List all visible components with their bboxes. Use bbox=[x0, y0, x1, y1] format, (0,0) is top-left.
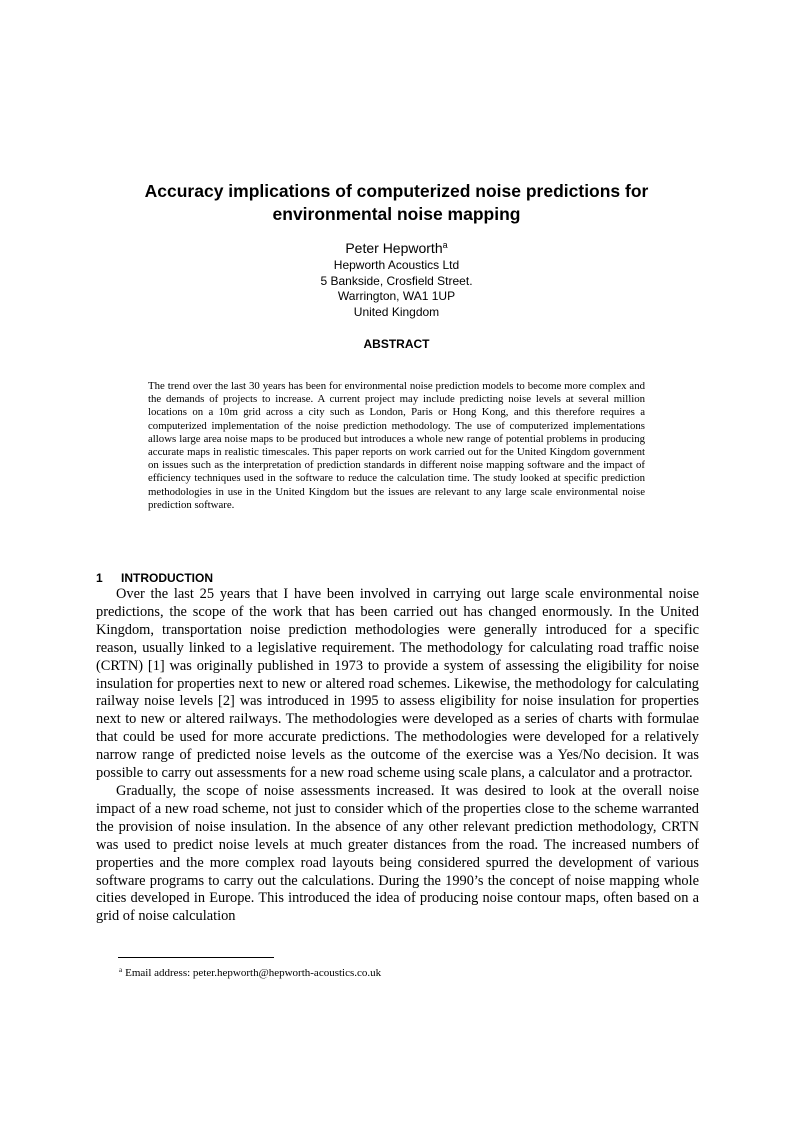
abstract-heading: ABSTRACT bbox=[363, 337, 430, 351]
author-block bbox=[196, 238, 597, 320]
body-paragraph: Gradually, the scope of noise assessments increased. It was desired to look at the overall noise impact of a new road scheme, not just to consider which of the properties close to the scheme warranted the provision of noise insulation. In the absence of any other relevant prediction methodology, CRTN was used to predict noise levels at much greater distances from the road. The increased numbers of properties and the more complex road layouts being considered spurred the development of various software programs to carry out the calculations. During the 1990’s the concept of noise mapping whole cities developed in Europe. This introduced the idea of producing noise contour maps, often based on a grid of noise calculation bbox=[96, 782, 699, 925]
author-name bbox=[196, 238, 597, 258]
abstract-text: The trend over the last 30 years has been for environmental noise prediction models to become more complex and the demands of projects to increase. A current project may include predicting noise levels at several million locations on a 10m grid across a city such as London, Paris or Hong Kong, and this therefore requires a computerized implementation of the noise prediction methodology. The use of computerized implementations allows large area noise maps to be produced but introduces a whole new range of potential problems in producing accurate maps in realistic timescales. This paper reports on work carried out for the United Kingdom government on issues such as the interpretation of prediction standards in different noise mapping software and the impact of efficiency techniques used in the software to reduce the calculation time. The study looked at specific prediction methodologies in use in the United Kingdom but the issues are relevant to any large scale environmental noise prediction software. bbox=[148, 380, 645, 511]
body-paragraph: Over the last 25 years that I have been involved in carrying out large scale environmental noise predictions, the scope of the work that has been carried out has changed enormously. In the United Kingdom, transportation noise prediction methodologies were generally introduced for a specific reason, usually linked to a legislative requirement. The methodology for calculating road traffic noise (CRTN) [1] was originally published in 1973 to provide a system of assessing the eligibility for noise insulation for properties next to new or altered road schemes. Likewise, the methodology for calculating railway noise levels [2] was introduced in 1995 to assess eligibility for noise insulation for properties next to new or altered railways. The methodologies were developed as a series of charts with formulae that could be used for more accurate predictions. The methodologies were developed for a relatively narrow range of predicted noise levels as the outcome of the exercise was a Yes/No decision. It was possible to carry out assessments for a new road scheme using scale plans, a calculator and a protractor. bbox=[96, 586, 699, 782]
paper-title-line-1: Accuracy implications of computerized noise predictions for bbox=[144, 181, 649, 201]
footnote-divider bbox=[118, 957, 274, 958]
affiliation-line: Hepworth Acoustics Ltd bbox=[333, 258, 460, 272]
footnote bbox=[119, 966, 381, 980]
affiliation-line: United Kingdom bbox=[353, 304, 440, 319]
affiliation-line: Warrington, WA1 1UP bbox=[337, 289, 456, 303]
footnote-marker: a bbox=[119, 966, 123, 974]
section-number: 1 bbox=[96, 571, 103, 585]
section-heading bbox=[96, 571, 213, 585]
paper-title-line-2: environmental noise mapping bbox=[272, 204, 521, 224]
affiliation-line: 5 Bankside, Crosfield Street. bbox=[320, 273, 473, 288]
section-body bbox=[96, 586, 699, 926]
section-title: INTRODUCTION bbox=[121, 571, 213, 585]
author-footnote-marker: a bbox=[442, 240, 448, 250]
footnote-text: Email address: peter.hepworth@hepworth-acoustics.co.uk bbox=[125, 967, 382, 979]
paper-title bbox=[96, 180, 697, 226]
author-name-text: Peter Hepworth bbox=[345, 240, 443, 256]
